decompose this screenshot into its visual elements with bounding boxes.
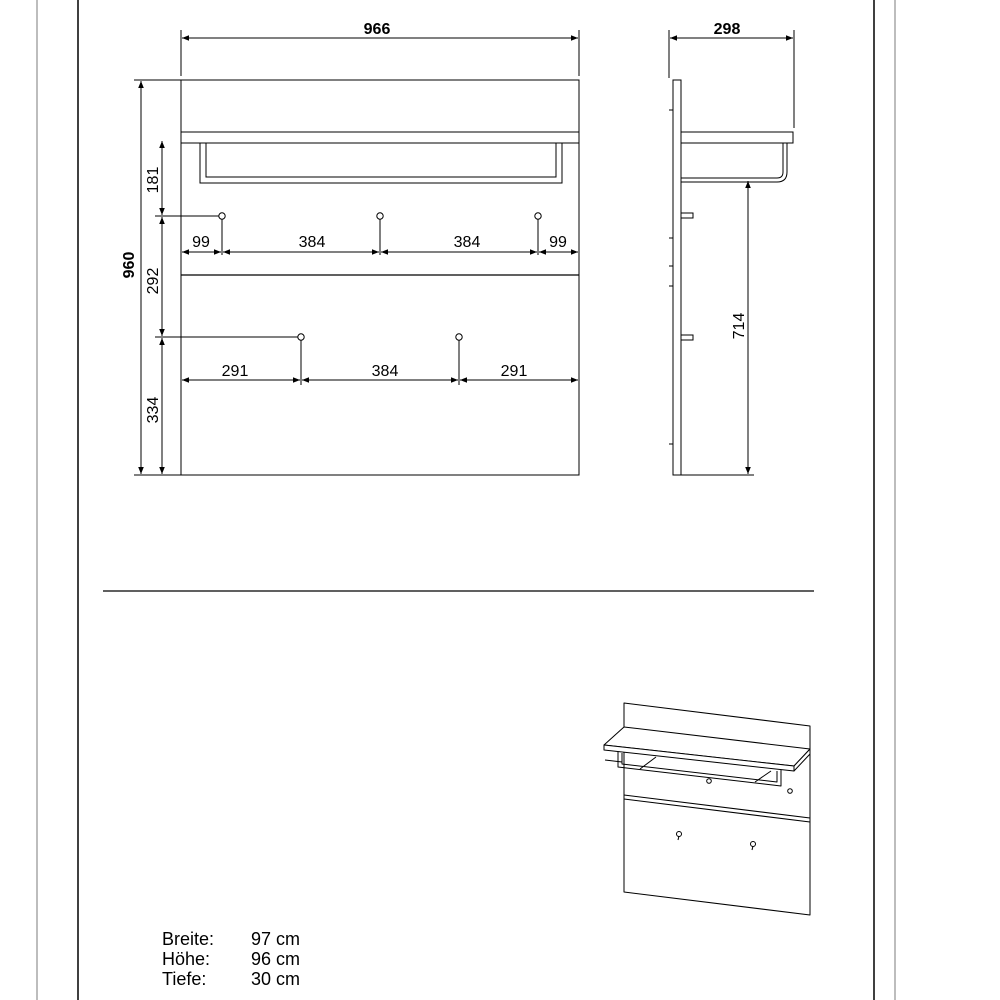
spec-label: Breite: [162,929,215,949]
front-dimension-lines [134,30,579,475]
side-rail [681,143,783,178]
dim-lower-hooks-to-bottom: 334 [145,396,162,424]
dimension-specs [162,929,300,989]
dim-upper-hook-spacing-1: 99 [192,234,210,251]
spec-row-width [162,929,300,949]
spec-value: 97 cm [250,929,300,949]
side-shelf [681,132,793,143]
front-view [181,80,579,475]
dim-lower-hook-spacing-1: 291 [221,363,249,380]
spec-row-height [162,949,300,969]
front-dimension-labels [121,21,567,423]
dim-overall-width: 966 [363,21,391,38]
side-panel [673,80,681,475]
spec-row-depth [162,969,300,989]
dim-rail-height: 714 [731,312,748,340]
spec-label: Tiefe: [162,969,207,989]
side-dimension-labels [714,21,748,339]
dim-upper-hook-spacing-4: 99 [549,234,567,251]
hanging-rail [200,143,562,183]
spec-label: Höhe: [162,949,211,969]
dim-lower-hook-spacing-2: 384 [371,363,399,380]
dim-upper-to-lower-hooks: 292 [145,267,162,295]
dim-overall-height: 960 [121,251,138,279]
dim-upper-hook-spacing-2: 384 [298,234,326,251]
dim-lower-hook-spacing-3: 291 [500,363,528,380]
perspective-view [604,703,810,915]
upper-hooks [219,213,541,255]
front-panel [181,80,579,475]
side-view [669,80,793,475]
dim-upper-hook-spacing-3: 384 [453,234,481,251]
dim-top-to-upper-hooks: 181 [145,166,162,194]
dim-depth: 298 [713,21,741,38]
spec-value: 30 cm [250,969,300,989]
spec-value: 96 cm [250,949,300,969]
side-dimension-lines [669,30,794,475]
